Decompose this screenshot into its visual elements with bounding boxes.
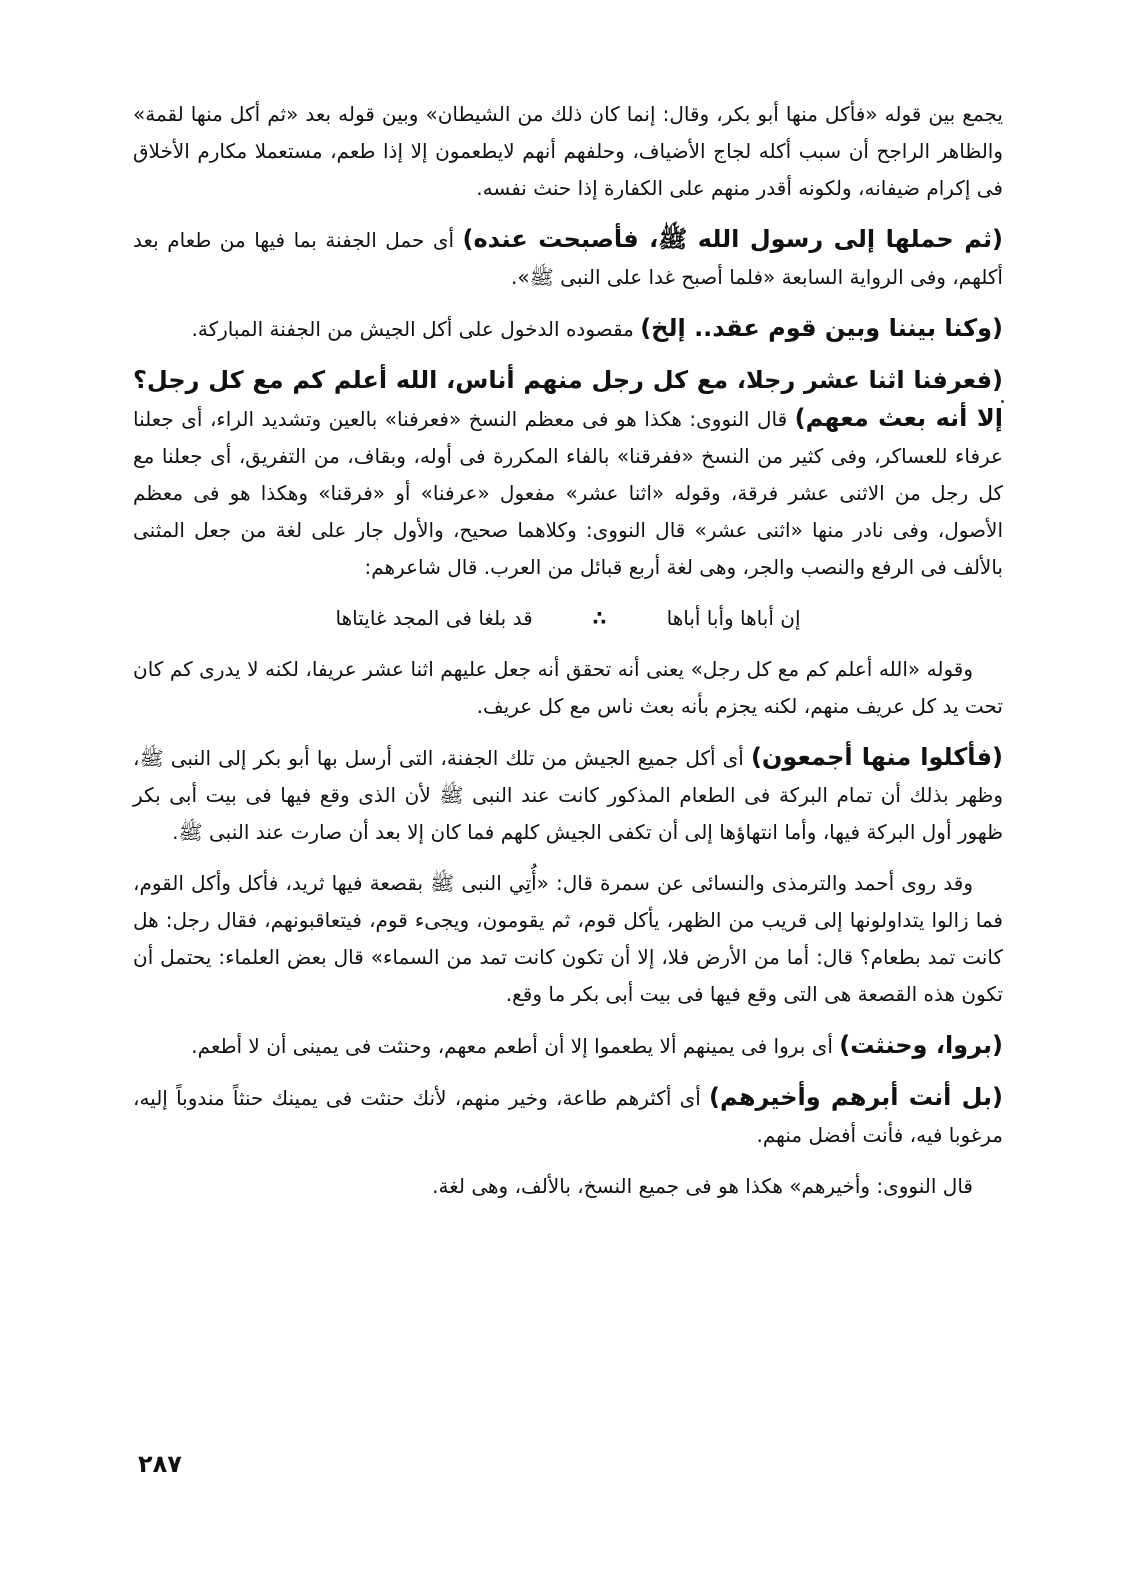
commentary-lemma: (بل أنت أبرهم وأخيرهم) xyxy=(709,1083,1003,1111)
page-number: ٢٨٧ xyxy=(138,1450,182,1478)
paragraph: وقد روى أحمد والترمذى والنسائى عن سمرة قال: «أُتِي النبى ﷺ بقصعة فيها ثريد، فأكل وأكل القوم، فما زالوا يتداولونها إلى قريب من الظهر، يأكل قوم، ثم يقومون، ويجىء قوم، فيتعاقبونهم، فقال رجل: هل كانت تمد بطعام؟ قال: أما من الأرض فلا، إلا أن تكون كانت تمد من السماء» قال بعض العلماء: يحتمل أن تكون هذه القصعة هى التى وقع فيها فى بيت أبى بكر ما وقع. xyxy=(133,871,1003,1006)
paragraph: يجمع بين قوله «فأكل منها أبو بكر، وقال: إنما كان ذلك من الشيطان» وبين قوله بعد «ثم أكل منها لقمة» والظاهر الراجح أن سبب أكله لجاج الأضياف، وحلفهم أنهم لايطعمون إلا إذا طعم، مستعملا مكارم الأخلاق فى إكرام ضيفانه، ولكونه أقدر منهم على الكفارة إذا حنث نفسه. xyxy=(133,102,1003,200)
paragraph: قال النووى: وأخيرهم» هكذا هو فى جميع النسخ، بالألف، وهى لغة. xyxy=(432,1174,973,1198)
commentary-lemma: (بروا، وحنثت) xyxy=(839,1031,1003,1059)
paragraph: (بروا، وحنثت) أى بروا فى يمينهم ألا يطعموا إلا أن أطعم معهم، وحنثت فى يمينى أن لا أطعم. xyxy=(191,1031,1003,1059)
page-body xyxy=(133,96,1003,1219)
paragraph: (وكنا بيننا وبين قوم عقد.. إلخ) مقصوده الدخول على أكل الجيش من الجفنة المباركة. xyxy=(191,314,1003,342)
poem-first-half: إن أباها وأبا أباها xyxy=(666,606,801,630)
paragraph: (فأكلوا منها أجمعون) أى أكل جميع الجيش من تلك الجفنة، التى أرسل بها أبو بكر إلى النبى ﷺ، وظهر بذلك أن تمام البركة فى الطعام المذكور كانت عند النبى ﷺ لأن الذى وقع فيها فى بيت أبى بكر ظهور أول البركة فيها، وأما انتهاؤها إلى أن تكفى الجيش كلهم فما كان إلا بعد أن صارت عند النبى ﷺ. xyxy=(133,743,1003,844)
poem-separator: ∴ xyxy=(592,606,607,630)
commentary-lemma: (فعرفنا اثنا عشر رجلا، مع كل رجل منهم أناس، الله أعلم كم مع كل رجل؟ إلا أنه بعث معهم) xyxy=(133,366,1003,432)
paragraph: وقوله «الله أعلم كم مع كل رجل» يعنى أنه تحقق أنه جعل عليهم اثنا عشر عريفا، لكنه لا يدرى كم كان تحت يد كل عريف منهم، لكنه يجزم بأنه بعث ناس مع كل عريف. xyxy=(133,657,1003,718)
commentary-lemma: (وكنا بيننا وبين قوم عقد.. إلخ) xyxy=(640,314,1003,342)
poem-second-half: قد بلغا فى المجد غايتاها xyxy=(335,606,533,630)
commentary-lemma: (فأكلوا منها أجمعون) xyxy=(750,743,1003,771)
paragraph: (بل أنت أبرهم وأخيرهم) أى أكثرهم طاعة، وخير منهم، لأنك حنثت فى يمينك حنثاً مندوباً إليه، مرغوبا فيه، فأنت أفضل منهم. xyxy=(133,1083,1003,1147)
paragraph: (ثم حملها إلى رسول الله ﷺ، فأصبحت عنده) أى حمل الجفنة بما فيها من طعام بعد أكلهم، وفى الرواية السابعة «فلما أصبح غدا على النبى ﷺ». xyxy=(133,225,1003,289)
commentary-lemma: (ثم حملها إلى رسول الله ﷺ، فأصبحت عنده) xyxy=(462,225,1003,253)
paragraph: (فعرفنا اثنا عشر رجلا، مع كل رجل منهم أناس، الله أعلم كم مع كل رجل؟ إلا أنه بعث معهم) قال النووى: هكذا هو فى معظم النسخ «فعرفنا» بالعين وتشديد الراء، أى جعلنا عرفاء للعساكر، وفى كثير من النسخ «ففرقنا» بالفاء المكررة فى أوله، وبقاف، من التفريق، أى جعلنا مع كل رجل من الاثنى عشر فرقة، وقوله «اثنا عشر» مفعول «عرفنا» أو «فرقنا» وهكذا هو فى معظم الأصول، وفى نادر منها «اثنى عشر» قال النووى: وكلاهما صحيح، والأول جار على لغة من جعل المثنى بالألف فى الرفع والنصب والجر، وهى لغة أربع قبائل من العرب. قال شاعرهم: xyxy=(133,366,1003,579)
poem-verse xyxy=(133,600,1003,637)
